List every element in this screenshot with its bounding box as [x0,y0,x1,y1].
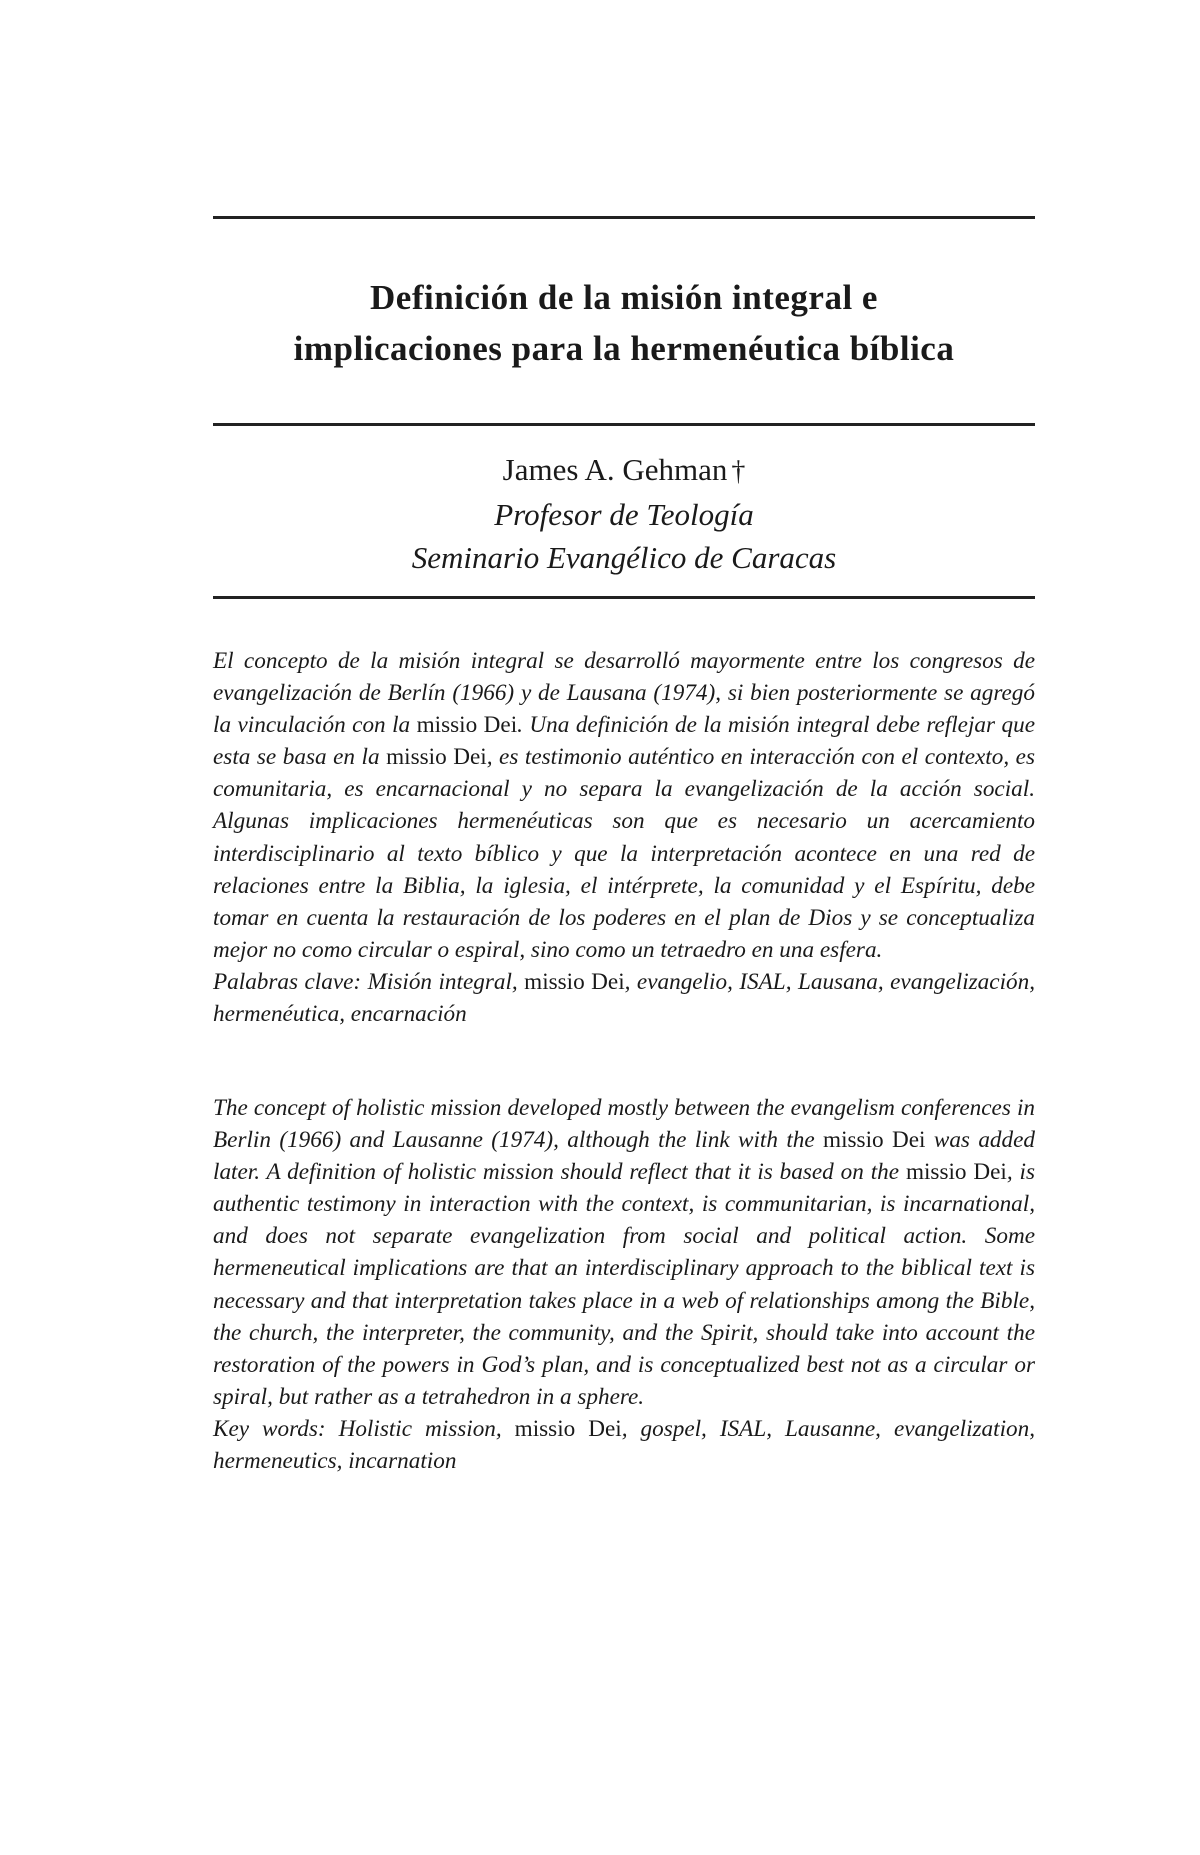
title-line-2: implicaciones para la hermenéutica bíblica [293,329,955,368]
top-rule [213,216,1035,219]
author-name: James A. Gehman [502,452,728,487]
abstract-es-text-2: . Una definición de la misión integral debe reflejar que esta se basa en la [213,712,1035,771]
article-title [213,272,1035,374]
abstract-es-text-3: , es testimonio auténtico en interacción con el contexto, es comunitaria, es encarnacional y no separa la evangelización de la acción social. Algunas implicaciones hermenéuticas son que es necesario un acercamiento interdisciplinario al texto bíblico y que la interpretación acontece en una red de relaciones entre la Biblia, la iglesia, el intérprete, la comunidad y el Espíritu, debe tomar en cuenta la restauración de los poderes en el plan de Dios y se conceptualiza mejor no como circular o espiral, sino como un tetraedro en una esfera. [213,744,1035,963]
keywords-es-term: missio Dei [524,968,625,995]
author-block [213,448,1035,579]
title-line-1: Definición de la misión integral e [370,278,878,317]
keywords-en-label: Key words: Holistic mission, [213,1415,515,1442]
author-position: Profesor de Teología [494,497,754,532]
keywords-en-term: missio Dei [514,1415,622,1442]
abstract-en-term-2: missio Dei [905,1159,1007,1186]
abstract-spanish [213,645,1035,1030]
abstract-es-term-1: missio Dei [416,712,518,739]
keywords-english [213,1413,1035,1477]
footnote-mark[interactable]: † [731,456,746,487]
keywords-en-rest: , gospel, ISAL, Lausanne, evangelization, hermeneutics, incarnation [213,1415,1035,1475]
author-name-line [213,448,1035,493]
abstract-english [213,1092,1035,1477]
abstract-en-text-1: The concept of holistic mission developed mostly between the evangelism conferences in Berlin (1966) and Lausanne (1974), although the link with the [213,1095,1035,1154]
abstract-en-text-3: , is authentic testimony in interaction with the context, is communitarian, is incarnational, and does not separate evangelization from social and political action. Some hermeneutical implications are that an interdisciplinary approach to the biblical text is necessary and that interpretation takes place in a web of relationships among the Bible, the church, the interpreter, the community, and the Spirit, should take into account the restoration of the powers in God’s plan, and is conceptualized best not as a circular or spiral, but rather as a tetrahedron in a sphere. [213,1159,1036,1410]
author-institution: Seminario Evangélico de Caracas [411,540,837,575]
abstract-es-text-1: El concepto de la misión integral se desarrolló mayormente entre los congresos de evangelización de Berlín (1966) y de Lausana (1974), si bien posteriormente se agregó la vinculación con la [213,648,1035,739]
bottom-rule [213,596,1035,599]
middle-rule [213,423,1035,426]
abstract-en-text-2: was added later. A definition of holistic mission should reflect that it is based on the [213,1127,1036,1186]
abstract-en-term-1: missio Dei [823,1127,926,1154]
keywords-es-label: Palabras clave: Misión integral, [213,968,525,995]
abstract-es-term-2: missio Dei [386,744,487,771]
keywords-es-rest: , evangelio, ISAL, Lausana, evangelización, hermenéutica, encarnación [213,968,1035,1028]
keywords-spanish [213,966,1035,1030]
